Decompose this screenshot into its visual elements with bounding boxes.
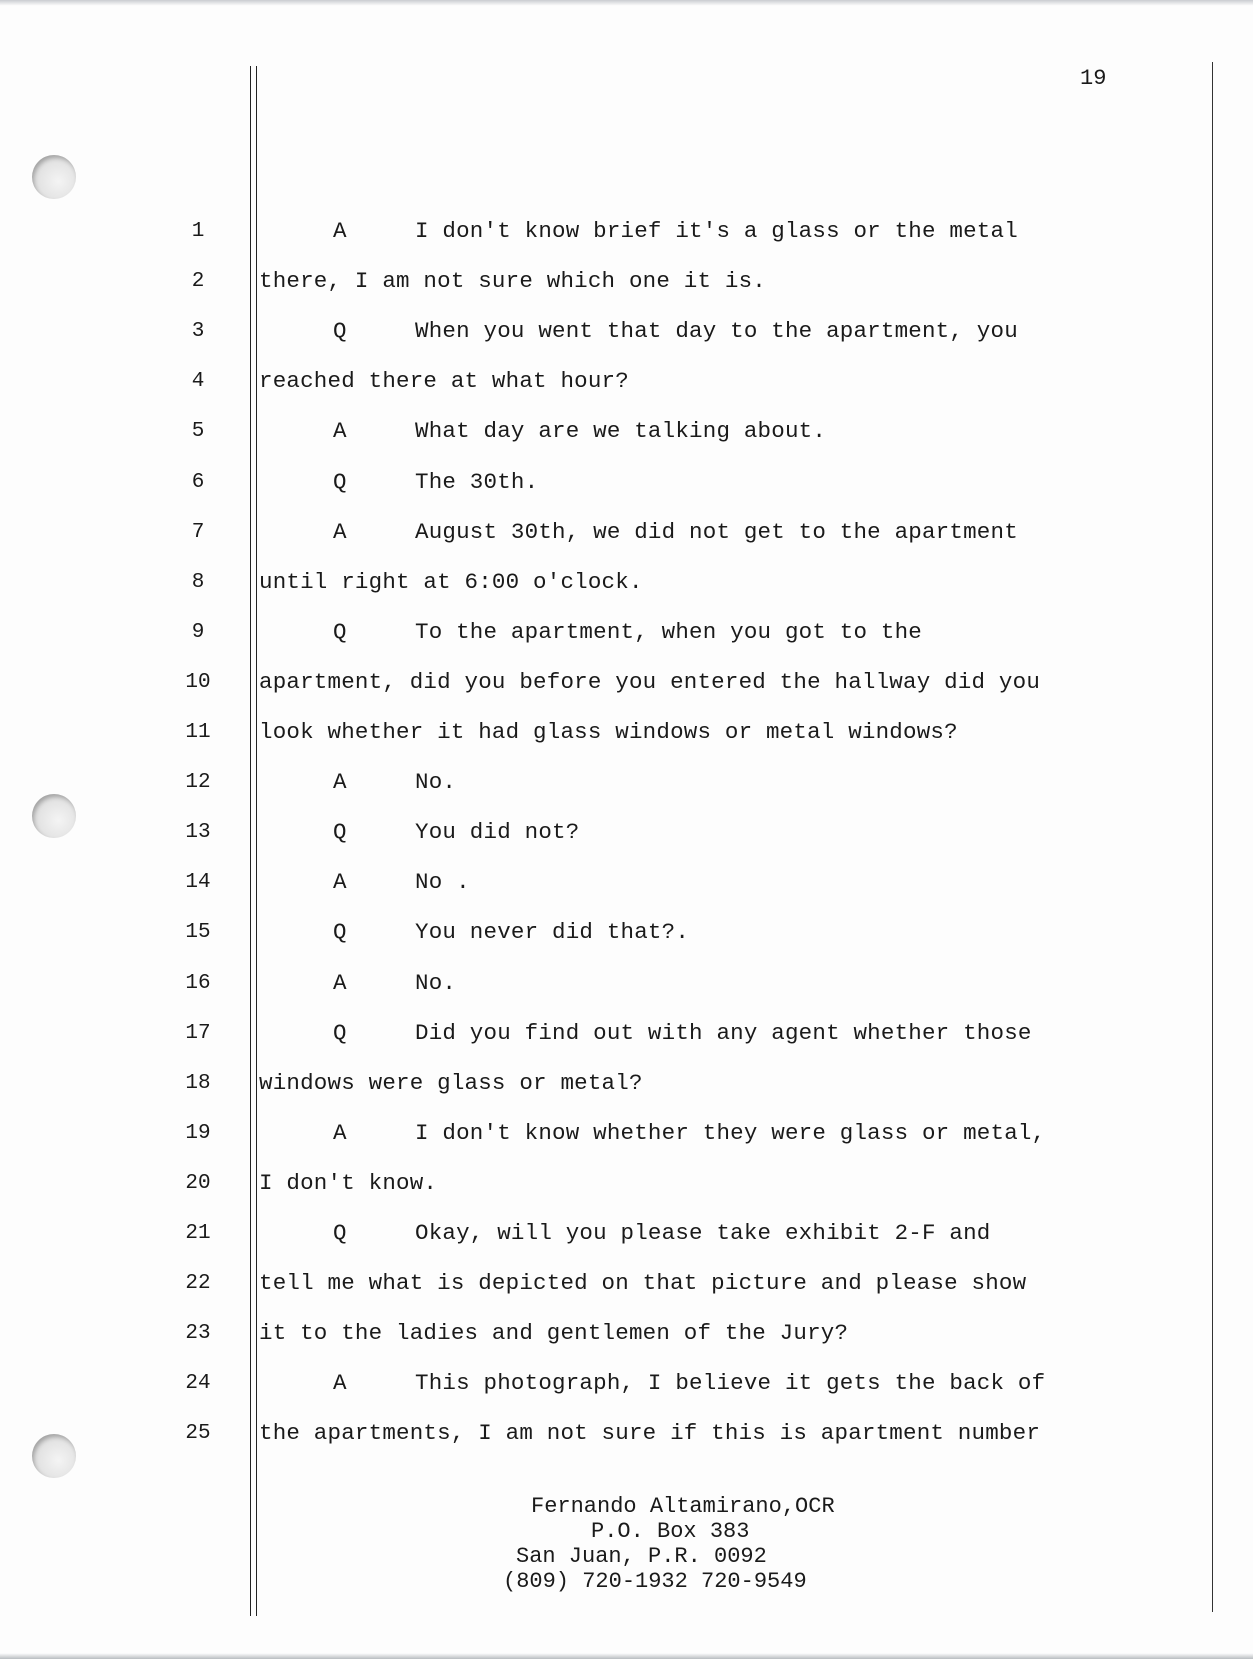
line-text: tell me what is depicted on that picture and please show [259,1270,1027,1297]
reporter-city: San Juan, P.R. 0092 [516,1544,767,1569]
line-text: it to the ladies and gentlemen of the Jury? [259,1320,849,1347]
speaker-label: A [333,518,347,545]
line-number: 21 [185,1222,211,1245]
line-text: You never did that?. [415,919,690,946]
speaker-label: Q [333,1019,347,1046]
transcript-line [259,1220,991,1246]
transcript-line [259,1270,1026,1296]
speaker-label: Q [333,819,347,846]
line-text: What day are we talking about. [415,418,827,445]
speaker-label: A [333,1119,347,1146]
line-number: 16 [185,971,211,995]
margin-rule-right [1212,62,1213,1612]
line-text: The 30th. [415,468,539,495]
speaker-label: A [333,418,347,445]
reporter-po-box: P.O. Box 383 [591,1519,750,1544]
line-number: 15 [185,921,211,945]
line-text: I don't know whether they were glass or metal, [415,1119,1046,1146]
line-text: No . [415,869,470,896]
transcript-line [259,569,643,595]
transcript-line [259,1120,1045,1146]
margin-rule-left-outer [250,66,251,1616]
line-number: 1 [191,220,205,243]
line-number: 20 [185,1171,211,1195]
transcript-line [259,368,629,394]
reporter-footer [0,1494,1253,1594]
transcript-line [259,469,538,495]
transcript-line [259,1420,1040,1446]
transcript-line [259,819,579,845]
binder-hole-top [32,155,76,199]
line-number: 13 [185,821,211,845]
speaker-label: A [333,769,347,796]
binder-hole-middle [32,794,76,838]
line-number: 22 [185,1272,211,1296]
transcript-line [259,1370,1045,1396]
transcript-line [259,669,1040,695]
line-number: 24 [185,1372,211,1396]
transcript-line [259,919,689,945]
line-text: I don't know. [259,1169,438,1196]
line-number: 2 [191,270,205,294]
line-text: apartment, did you before you entered the hallway did you [259,668,1041,695]
line-number: 11 [185,721,211,744]
line-text: No. [415,769,457,796]
transcript-line [259,519,1018,545]
line-number: 9 [191,620,205,644]
speaker-label: Q [333,318,347,345]
line-text: Okay, will you please take exhibit 2-F and [415,1220,991,1246]
line-number: 25 [185,1422,211,1446]
transcript-line [259,1320,848,1346]
line-text: reached there at what hour? [259,368,629,395]
line-text: the apartments, I am not sure if this is apartment number [259,1420,1041,1447]
transcript-line [259,418,826,444]
transcript-line [259,719,958,745]
line-text: until right at 6:00 o'clock. [259,568,643,595]
speaker-label: Q [333,919,347,946]
line-number: 4 [191,370,205,394]
line-number: 8 [191,570,205,594]
margin-rule-left-inner [256,66,257,1616]
speaker-label: A [333,969,347,996]
transcript-line [259,318,1018,344]
reporter-name: Fernando Altamirano,OCR [531,1494,835,1519]
line-text: there, I am not sure which one it is. [259,268,766,295]
line-text: This photograph, I believe it gets the back of [415,1370,1046,1397]
line-number: 12 [185,771,211,795]
line-number: 3 [191,320,205,344]
line-text: Did you find out with any agent whether those [415,1019,1032,1046]
transcript-line [259,619,922,645]
line-text: When you went that day to the apartment, you [415,318,1018,345]
reporter-phones: (809) 720-1932 720-9549 [503,1569,807,1594]
speaker-label: A [333,1370,347,1397]
transcript-line [259,1170,437,1196]
page-top-edge [0,0,1253,6]
line-number: 17 [185,1021,211,1045]
line-number: 19 [185,1121,211,1145]
line-text: look whether it had glass windows or metal windows? [259,719,958,745]
line-number: 7 [191,520,205,544]
page-bottom-edge [0,1653,1253,1659]
speaker-label: Q [333,468,347,495]
line-number: 6 [191,470,205,494]
binder-hole-bottom [32,1434,76,1478]
speaker-label: A [333,869,347,896]
transcript-line [259,769,456,795]
transcript-line [259,268,766,294]
transcript-line [259,1070,643,1096]
line-number: 23 [185,1322,211,1346]
speaker-label: Q [333,1220,347,1246]
line-text: You did not? [415,819,580,846]
transcript-line [259,1020,1032,1046]
transcript-line [259,218,1018,244]
line-text: I don't know brief it's a glass or the metal [415,218,1018,244]
speaker-label: A [333,218,347,244]
line-number: 5 [191,420,205,444]
line-number: 10 [185,670,211,694]
line-text: windows were glass or metal? [259,1069,643,1096]
line-text: To the apartment, when you got to the [415,618,922,645]
transcript-line [259,869,470,895]
line-number: 18 [185,1071,211,1095]
line-text: August 30th, we did not get to the apartment [415,518,1018,545]
speaker-label: Q [333,618,347,645]
line-number: 14 [185,871,211,895]
page-number: 19 [1080,66,1107,91]
line-text: No. [415,969,457,996]
transcript-line [259,970,456,996]
